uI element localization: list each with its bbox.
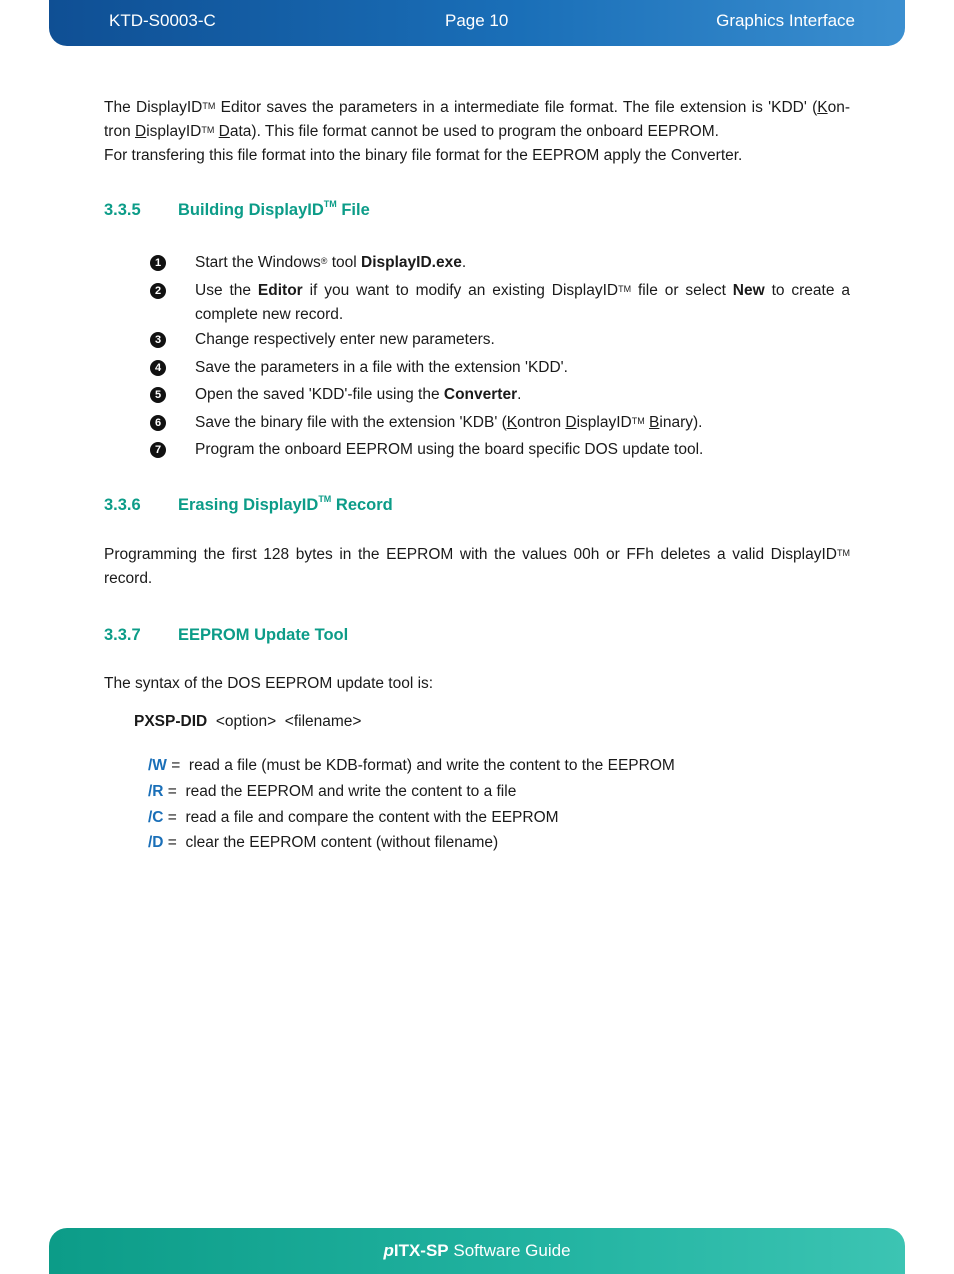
bullet-5: 5 xyxy=(150,387,166,403)
intro-paragraph: The DisplayID™ Editor saves the parameters in a intermediate file format. The file extension is 'KDD' (Kon-tron DisplayID™ Data). This file format cannot be used to program the onboard EEPROM. xyxy=(104,99,850,140)
bullet-7: 7 xyxy=(150,442,166,458)
intro-text xyxy=(104,96,850,168)
page-header xyxy=(49,0,905,46)
command-syntax xyxy=(134,710,361,734)
product-prefix: p xyxy=(383,1241,394,1260)
bullet-4: 4 xyxy=(150,360,166,376)
option-c: /C = read a file and compare the content with the EEPROM xyxy=(148,809,559,826)
doc-id: KTD-S0003-C xyxy=(109,11,216,30)
bullet-3: 3 xyxy=(150,332,166,348)
heading-3-3-7: 3.3.7 EEPROM Update Tool xyxy=(104,626,349,644)
footer-suffix: Software Guide xyxy=(448,1241,571,1260)
product-name: ITX-SP xyxy=(393,1241,449,1260)
syntax-intro: The syntax of the DOS EEPROM update tool is: xyxy=(104,675,434,692)
option-r: /R = read the EEPROM and write the content to a file xyxy=(148,783,517,800)
page-footer xyxy=(49,1228,905,1274)
bullet-2: 2 xyxy=(150,283,166,299)
erase-paragraph: Programming the first 128 bytes in the EEPROM with the values 00h or FFh deletes a valid DisplayID™ record. xyxy=(104,546,850,587)
section-name: Graphics Interface xyxy=(716,11,855,30)
option-w: /W = read a file (must be KDB-format) and write the content to the EEPROM xyxy=(148,757,675,774)
page-number: Page 10 xyxy=(445,11,509,30)
command-name: PXSP-DID xyxy=(134,713,208,730)
bullet-1: 1 xyxy=(150,255,166,271)
option-d: /D = clear the EEPROM content (without filename) xyxy=(148,834,499,851)
intro-paragraph-2: For transfering this file format into the binary file format for the EEPROM apply the Converter. xyxy=(104,147,743,164)
command-args: <option> <filename> xyxy=(215,713,362,730)
bullet-6: 6 xyxy=(150,415,166,431)
heading-3-3-5: 3.3.5 Building DisplayID™ File xyxy=(104,199,370,219)
heading-3-3-6: 3.3.6 Erasing DisplayID™ Record xyxy=(104,494,393,514)
